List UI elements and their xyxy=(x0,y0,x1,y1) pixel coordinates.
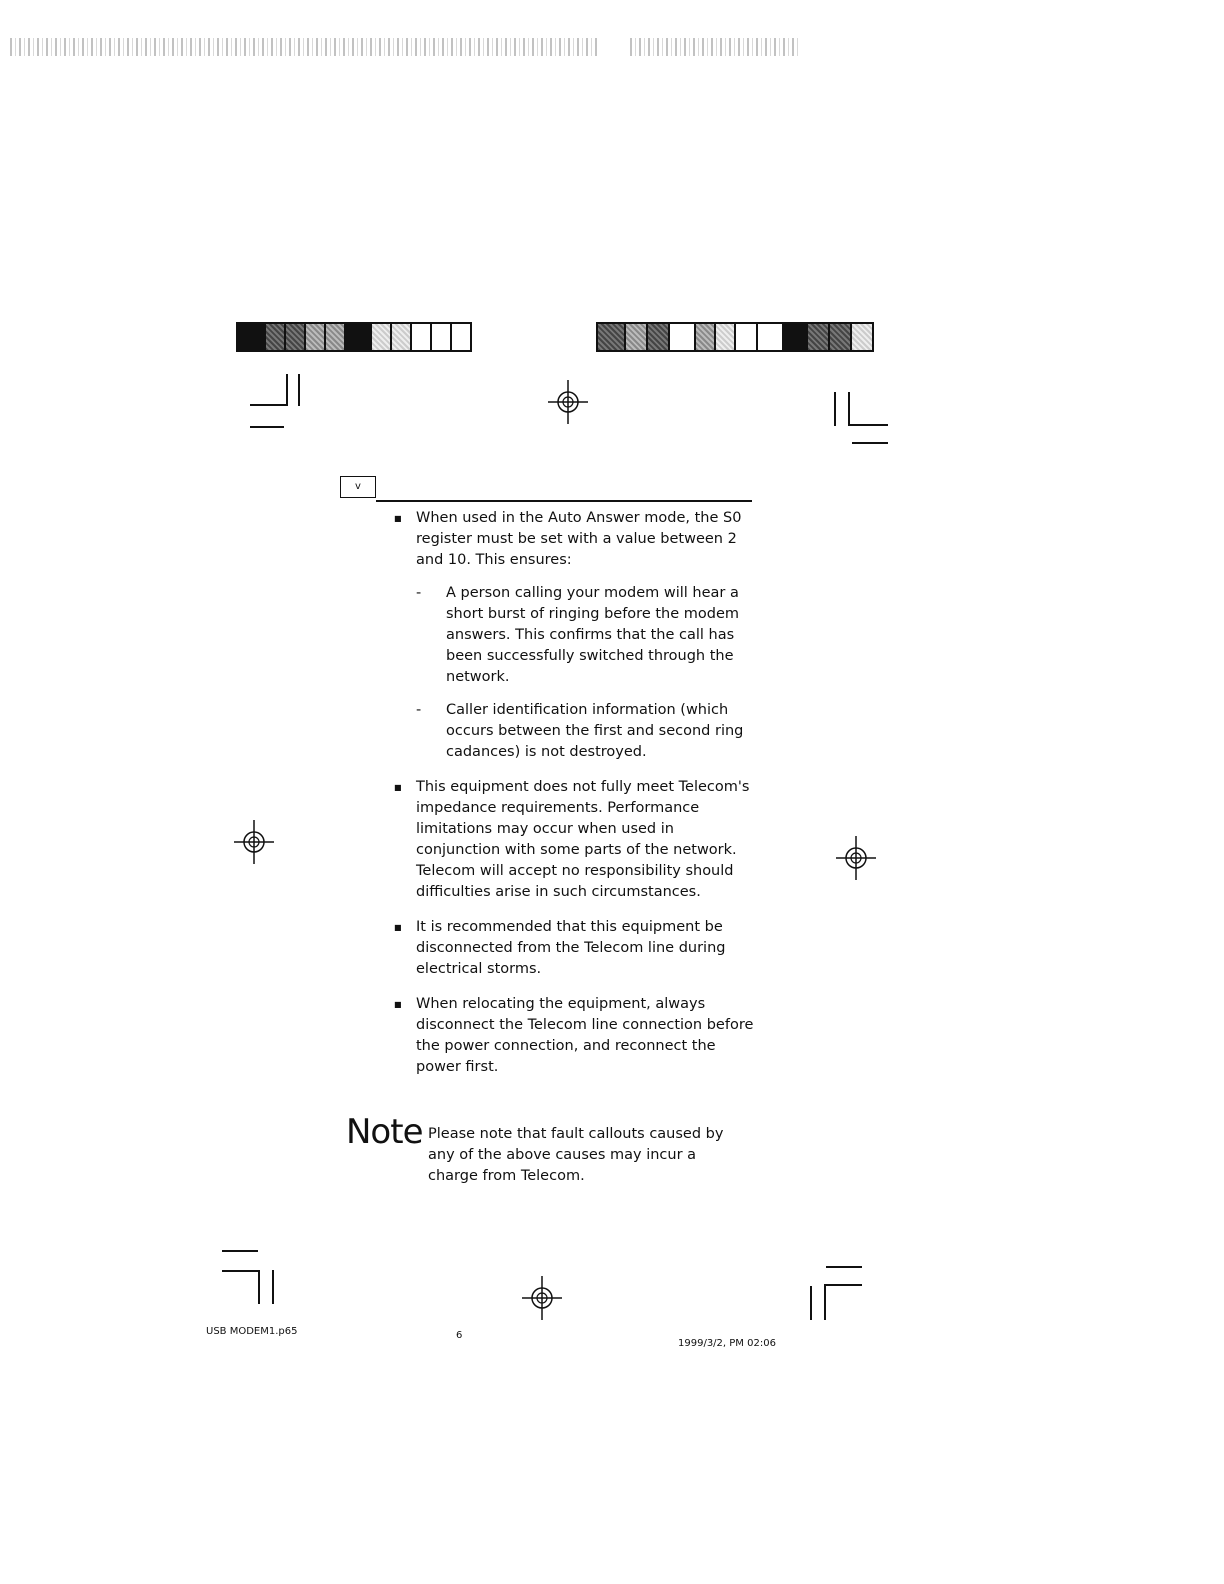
list-item xyxy=(380,994,760,1078)
bullet-list xyxy=(380,508,760,1092)
crop-mark xyxy=(250,426,284,428)
color-calibration-bar-left xyxy=(236,322,470,352)
registration-target-icon xyxy=(234,820,274,864)
note-text: Please note that fault callouts caused by any of the above causes may incur a charge from Telecom. xyxy=(428,1126,724,1184)
section-rule xyxy=(376,500,752,502)
crop-mark xyxy=(258,1270,260,1304)
list-item xyxy=(380,777,760,903)
list-item-text: When used in the Auto Answer mode, the S0 register must be set with a value between 2 and 10. This ensures: xyxy=(416,510,742,568)
crop-mark xyxy=(272,1270,274,1304)
registration-target-icon xyxy=(548,380,588,424)
crop-mark xyxy=(286,374,288,406)
crop-mark xyxy=(826,1266,862,1268)
list-item xyxy=(380,917,760,980)
sub-list xyxy=(416,583,760,763)
footer-timestamp: 1999/3/2, PM 02:06 xyxy=(678,1338,776,1349)
section-tab: v xyxy=(340,476,376,498)
crop-mark xyxy=(222,1270,260,1272)
sub-list-item: - A person calling your modem will hear a short burst of ringing before the modem answers. This confirms that the call has been successfully switched through the network. xyxy=(416,583,760,688)
list-item xyxy=(380,508,760,763)
sub-list-item: - Caller identification information (which occurs between the first and second ring cadances) is not destroyed. xyxy=(416,700,760,763)
scan-noise-top xyxy=(10,38,600,56)
registration-target-icon xyxy=(836,836,876,880)
crop-mark xyxy=(298,374,300,406)
crop-mark xyxy=(250,404,286,406)
page-number: 6 xyxy=(456,1330,463,1341)
crop-mark xyxy=(852,442,888,444)
crop-mark xyxy=(824,1284,862,1286)
crop-mark xyxy=(222,1250,258,1252)
crop-mark xyxy=(848,424,888,426)
color-calibration-bar-right xyxy=(596,322,872,352)
crop-mark xyxy=(834,392,836,426)
crop-mark xyxy=(824,1286,826,1320)
crop-mark xyxy=(848,392,850,426)
list-item-text: This equipment does not fully meet Telecom's impedance requirements. Performance limitations may occur when used in conjunction with some parts of the network. Telecom will accept no responsibility should difficulties arise in such circumstances. xyxy=(416,779,750,900)
list-item-text: It is recommended that this equipment be disconnected from the Telecom line during electrical storms. xyxy=(416,919,726,977)
list-item-text: When relocating the equipment, always disconnect the Telecom line connection before the power connection, and reconnect the power first. xyxy=(416,996,754,1075)
crop-mark xyxy=(810,1286,812,1320)
scan-noise-top-2 xyxy=(630,38,800,56)
registration-target-icon xyxy=(522,1276,562,1320)
footer-filename: USB MODEM1.p65 xyxy=(206,1326,298,1337)
note-heading: Note xyxy=(346,1112,423,1152)
